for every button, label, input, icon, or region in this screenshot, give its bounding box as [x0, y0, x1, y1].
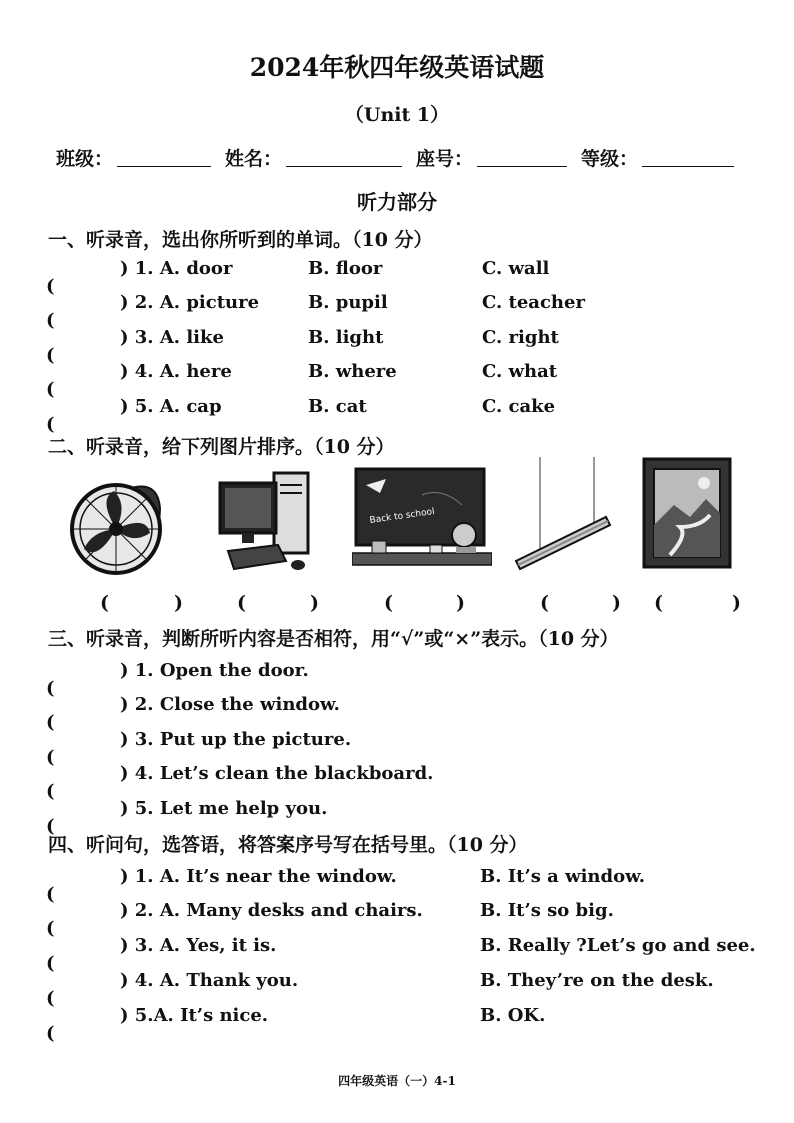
question-row: ( ) 1. Open the door.	[46, 660, 309, 699]
fan-picture	[68, 469, 180, 581]
question-stem: ) 2. Close the window.	[120, 694, 340, 715]
question-row: ( ) 3. A. Yes, it is. B. Really ?Let’s go and see.	[46, 935, 756, 974]
seat-label: 座号：	[416, 148, 474, 170]
question-row: ( ) 2. A. Many desks and chairs. B. It’s so big.	[46, 900, 614, 939]
question-stem: ) 5.A. It’s nice.	[120, 1005, 269, 1026]
question-row: ( ) 5. A. cap B. cat C. cake	[46, 396, 556, 435]
question-row: ( ) 4. A. here B. where C. what	[46, 361, 558, 400]
picture-frame-picture	[640, 455, 736, 573]
question-stem: ) 5. Let me help you.	[120, 798, 328, 819]
question-stem: ) 1. A. It’s near the window.	[120, 866, 397, 887]
section-3-heading: 三、听录音，判断所听内容是否相符，用“√”或“×”表示。（10 分）	[48, 628, 619, 650]
section-1-heading: 一、听录音，选出你所听到的单词。（10 分）	[48, 229, 433, 251]
option-b: B. pupil	[308, 292, 388, 313]
question-stem: ) 1. Open the door.	[120, 660, 309, 681]
question-row: ( ) 2. Close the window.	[46, 694, 340, 733]
picture-4-close-paren: )	[612, 592, 621, 614]
option-b: B. It’s a window.	[480, 866, 646, 887]
question-row: ( ) 4. Let’s clean the blackboard.	[46, 763, 434, 802]
question-stem: ) 4. Let’s clean the blackboard.	[120, 763, 434, 784]
name-blank[interactable]	[286, 146, 402, 167]
option-c: C. wall	[482, 258, 550, 279]
section-2-heading: 二、听录音，给下列图片排序。（10 分）	[48, 436, 395, 458]
grade-label: 等级：	[581, 148, 639, 170]
option-c: C. what	[482, 361, 558, 382]
picture-2-open-paren: (	[237, 592, 246, 614]
question-stem: ) 3. A. like	[120, 327, 224, 348]
page-footer: 四年级英语（一）4-1	[338, 1074, 456, 1088]
option-c: C. right	[482, 327, 559, 348]
question-row: ( ) 5. Let me help you.	[46, 798, 328, 837]
student-info-row	[56, 144, 768, 171]
picture-2-close-paren: )	[310, 592, 319, 614]
question-row: ( ) 1. A. It’s near the window. B. It’s a window.	[46, 866, 646, 905]
light-picture	[510, 455, 614, 575]
option-b: B. It’s so big.	[480, 900, 614, 921]
picture-3-close-paren: )	[456, 592, 465, 614]
picture-1-open-paren: (	[100, 592, 109, 614]
class-blank[interactable]	[117, 146, 211, 167]
picture-5-open-paren: (	[654, 592, 663, 614]
blackboard-picture	[352, 465, 492, 577]
question-row: ( ) 1. A. door B. floor C. wall	[46, 258, 550, 297]
question-stem: ) 3. A. Yes, it is.	[120, 935, 277, 956]
listening-section-title: 听力部分	[357, 190, 437, 214]
option-b: B. They’re on the desk.	[480, 970, 714, 991]
option-b: B. cat	[308, 396, 367, 417]
section-4-heading: 四、听问句，选答语，将答案序号写在括号里。（10 分）	[48, 834, 528, 856]
picture-row	[60, 455, 750, 585]
option-c: C. teacher	[482, 292, 585, 313]
question-row: ( ) 5.A. It’s nice. B. OK.	[46, 1005, 546, 1044]
question-stem: ) 4. A. Thank you.	[120, 970, 299, 991]
grade-blank[interactable]	[642, 146, 734, 167]
question-stem: ) 3. Put up the picture.	[120, 729, 352, 750]
board-text: Back to school	[369, 506, 436, 526]
question-stem: ) 2. A. picture	[120, 292, 260, 313]
question-stem: ) 2. A. Many desks and chairs.	[120, 900, 423, 921]
class-label: 班级：	[56, 148, 114, 170]
name-label: 姓名：	[225, 148, 283, 170]
question-stem: ) 5. A. cap	[120, 396, 222, 417]
option-b: B. floor	[308, 258, 383, 279]
question-row: ( ) 2. A. picture B. pupil C. teacher	[46, 292, 585, 331]
option-b: B. light	[308, 327, 384, 348]
unit-subtitle: （Unit 1）	[344, 104, 450, 126]
seat-blank[interactable]	[477, 146, 567, 167]
computer-picture	[216, 469, 316, 577]
question-row: ( ) 4. A. Thank you. B. They’re on the desk.	[46, 970, 714, 1009]
question-stem: ) 1. A. door	[120, 258, 233, 279]
picture-1-close-paren: )	[174, 592, 183, 614]
option-b: B. where	[308, 361, 397, 382]
option-b: B. Really ?Let’s go and see.	[480, 935, 756, 956]
option-b: B. OK.	[480, 1005, 546, 1026]
question-row: ( ) 3. A. like B. light C. right	[46, 327, 559, 366]
exam-title: 2024年秋四年级英语试题	[249, 53, 545, 82]
question-row: ( ) 3. Put up the picture.	[46, 729, 352, 768]
picture-4-open-paren: (	[540, 592, 549, 614]
option-c: C. cake	[482, 396, 556, 417]
picture-5-close-paren: )	[732, 592, 741, 614]
picture-3-open-paren: (	[384, 592, 393, 614]
question-stem: ) 4. A. here	[120, 361, 232, 382]
